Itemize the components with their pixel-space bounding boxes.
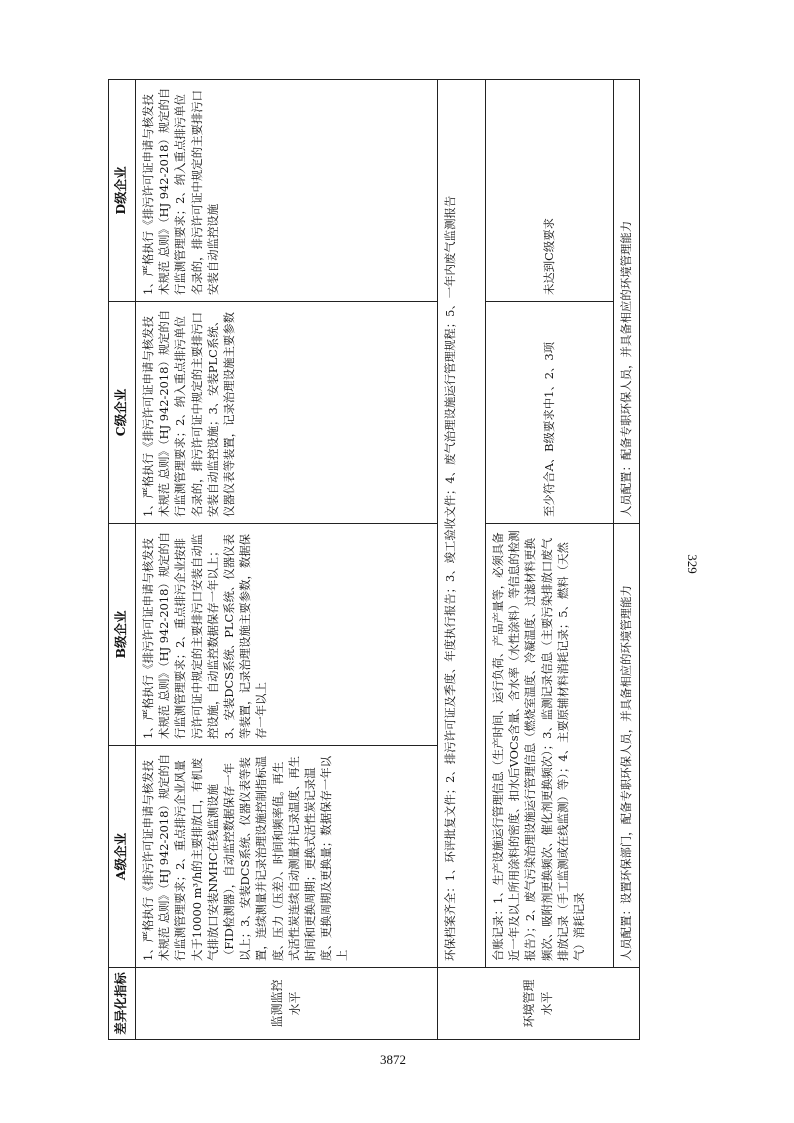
monitoring-c: 1、严格执行《排污许可证申请与核发技术规范 总则》（HJ 942-2018）规定的自行监测管理要求；2、纳入重点排污单位名录的，排污许可证中规定的主要排污口安装自动监控设施；3、安装PLC系统、仪器仪表等装置，记录治理设施主要参数 bbox=[136, 302, 438, 524]
rotated-table-wrapper bbox=[108, 80, 668, 1040]
management-archives: 环保档案齐全：1、环评批复文件；2、排污许可证及季度、年度执行报告；3、竣工验收文件；4、废气治理设施运行管理规程；5、一年内废气监测报告 bbox=[438, 80, 486, 968]
table-row-ledger bbox=[486, 80, 614, 1040]
table-row-monitoring bbox=[136, 80, 438, 1040]
label-management: 环境管理水平 bbox=[438, 968, 640, 1040]
management-staff-cd: 人员配置：配备专职环保人员，并具备相应的环境管理能力 bbox=[614, 80, 640, 524]
page-number-bottom: 3872 bbox=[380, 1052, 406, 1067]
header-d-grade: D级企业 bbox=[109, 80, 136, 302]
differentiation-table bbox=[108, 79, 640, 1040]
monitoring-a: 1、严格执行《排污许可证申请与核发技术规范 总则》（HJ 942-2018）规定的自行监测管理要求；2、重点排污企业风量大于10000 m³/h的主要排放口，有机废气排放口安装NMHC在线监测设施（FID检测器），自动监控数据保存一年以上；3、安装DCS系统、仪器仪表等装置，连续测量并记录治理设施控制指标温度、压力（压差）、时间和频率值。再生式活性炭连续自动测量并记录温度、再生时间和更换周期；更换式活性炭记录温度、更换周期及更换量；数据保存一年以上 bbox=[136, 746, 438, 968]
header-indicator: 差异化指标 bbox=[109, 968, 136, 1040]
page-number-side: 329 bbox=[684, 554, 700, 574]
header-b-grade: B级企业 bbox=[109, 524, 136, 746]
table-row-staff bbox=[614, 80, 640, 1040]
monitoring-b: 1、严格执行《排污许可证申请与核发技术规范 总则》（HJ 942-2018）规定的自行监测管理要求；2、重点排污企业按排污许可证中规定的主要排污口安装自动监控设施，自动监控数据保存一年以上；3、安装DCS系统、PLC系统、仪器仪表等装置，记录治理设施主要参数，数据保存一年以上 bbox=[136, 524, 438, 746]
label-monitoring: 监测监控水平 bbox=[136, 968, 438, 1040]
header-c-grade: C级企业 bbox=[109, 302, 136, 524]
table-header-row bbox=[109, 80, 136, 1040]
table-row-archives bbox=[438, 80, 486, 1040]
header-a-grade: A级企业 bbox=[109, 746, 136, 968]
management-staff-ab: 人员配置：设置环保部门，配备专职环保人员，并具备相应的环境管理能力 bbox=[614, 524, 640, 968]
management-ledger: 台账记录：1、生产设施运行管理信息（生产时间、运行负荷、产品产量等，必须具备近一年及以上所用涂料的密度、扣水后VOCs含量、含水率（水性涂料）等信息的检测报告）；2、废气污染治理设施运行管理信息（燃烧室温度、冷凝温度、过滤材料更换频次、吸附剂更换频次、催化剂更换频次）；3、监测记录信息（主要污染排放口废气排放记录（手工监测或在线监测）等）；4、主要原辅材料消耗记录；5、燃料（天然气）消耗记录 bbox=[486, 524, 614, 968]
management-c: 至少符合A、B级要求中1、2、3项 bbox=[486, 302, 614, 524]
monitoring-d: 1、严格执行《排污许可证申请与核发技术规范 总则》（HJ 942-2018）规定的自行监测管理要求；2、纳入重点排污单位名录的，排污许可证中规定的主要排污口安装自动监控设施 bbox=[136, 80, 438, 302]
management-d: 未达到C级要求 bbox=[486, 80, 614, 302]
